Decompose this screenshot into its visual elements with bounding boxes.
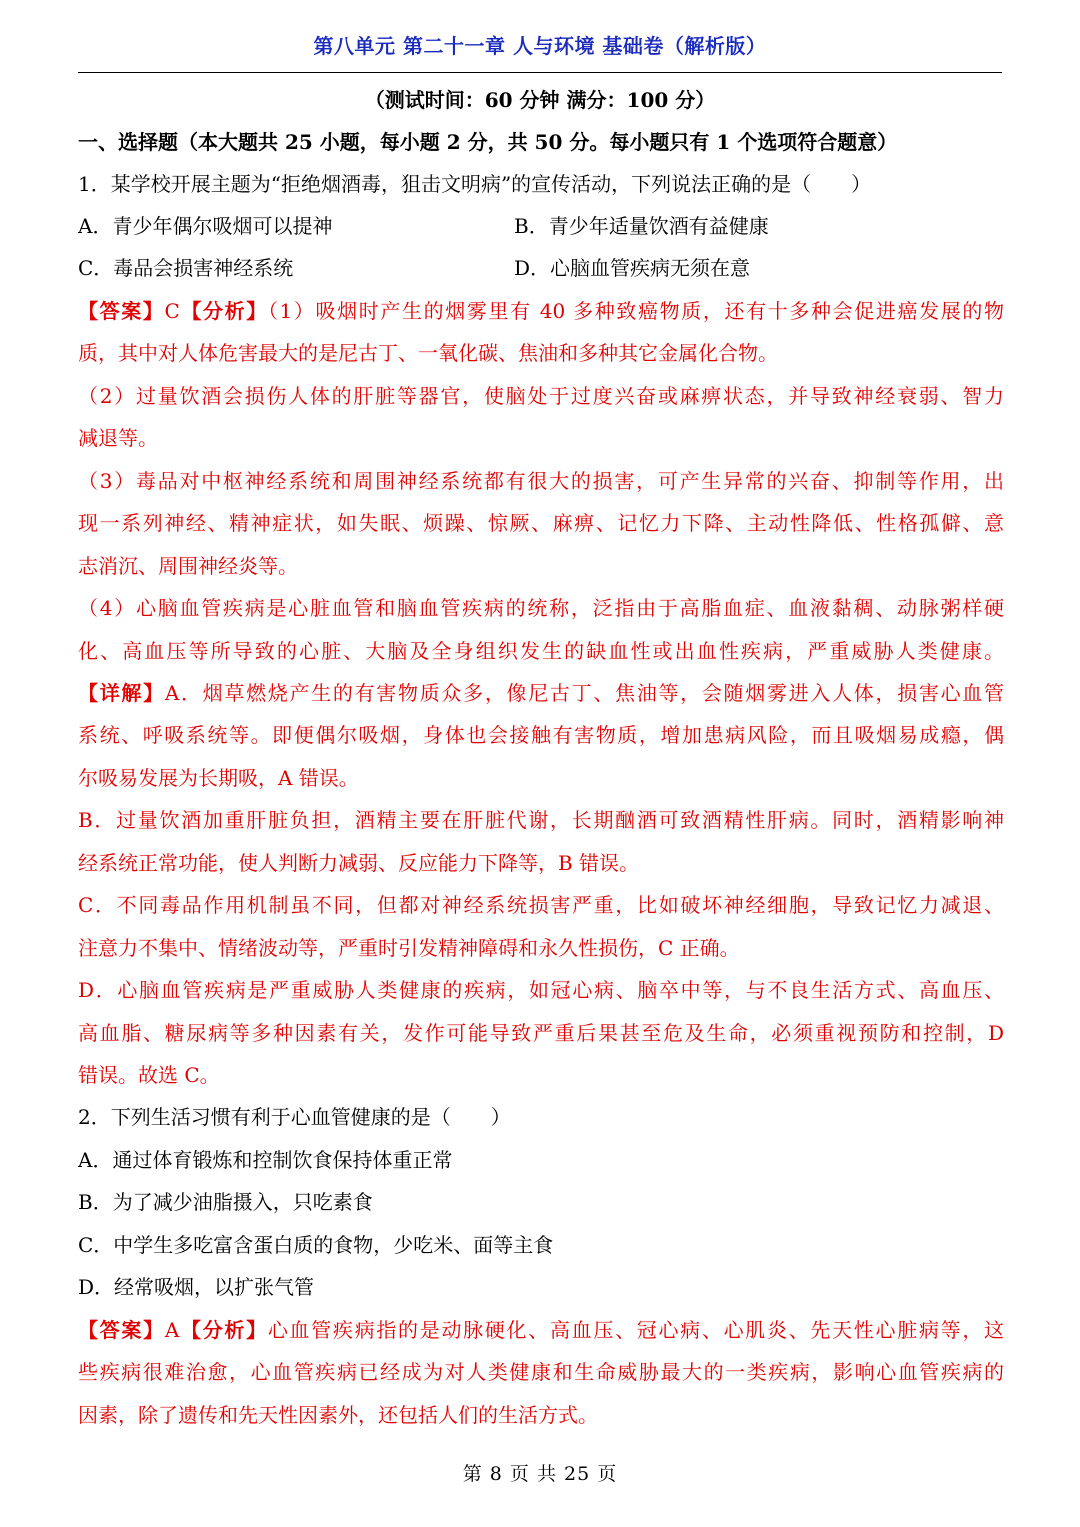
question-1-options-row-2	[78, 254, 1004, 282]
q1-detail-line: 高血脂、糖尿病等多种因素有关，发作可能导致严重后果甚至危及生命，必须重视预防和控制，D	[78, 1021, 1004, 1045]
q1-detail-line: C．不同毒品作用机制虽不同，但都对神经系统损害严重，比如破坏神经细胞，导致记忆力减退、	[78, 893, 1004, 917]
q1-analysis-line: 志消沉、周围神经炎等。	[78, 554, 298, 578]
page-number: 第 8 页 共 25 页	[462, 1463, 618, 1485]
section-heading: 一、选择题（本大题共 25 小题，每小题 2 分，共 50 分。每小题只有 1 个选项符合题意）	[78, 130, 898, 154]
document-title: 第八单元 第二十一章 人与环境 基础卷（解析版）	[313, 34, 767, 58]
exam-info: （测试时间：60 分钟 满分：100 分）	[364, 88, 716, 112]
analysis-tag: 【分析】	[179, 1318, 268, 1342]
q1-detail-line: 尔吸易发展为长期吸，A 错误。	[78, 766, 359, 790]
q1-analysis-line: 现一系列神经、精神症状，如失眠、烦躁、惊厥、麻痹、记忆力下降、主动性降低、性格孤僻、意	[78, 511, 1004, 535]
q1-detail-line: 经系统正常功能，使人判断力减弱、反应能力下降等，B 错误。	[78, 851, 640, 875]
q1-analysis-line: 减退等。	[78, 426, 158, 450]
q1-option-c: C．毒品会损害神经系统	[78, 256, 294, 280]
analysis-text: （1）吸烟时产生的烟雾里有 40 多种致癌物质，还有十多种会促进癌发展的物	[267, 299, 1005, 323]
q1-option-a: A．青少年偶尔吸烟可以提神	[78, 214, 333, 238]
q1-detail-line: 注意力不集中、情绪波动等，严重时引发精神障碍和永久性损伤，C 正确。	[78, 936, 740, 960]
q1-analysis-line: 化、高血压等所导致的心脏、大脑及全身组织发生的缺血性或出血性疾病，严重威胁人类健康。	[78, 639, 1004, 663]
q1-option-d: D．心脑血管疾病无须在意	[514, 256, 751, 280]
q2-option-d: D．经常吸烟，以扩张气管	[78, 1275, 315, 1299]
q2-option-a: A．通过体育锻炼和控制饮食保持体重正常	[78, 1148, 453, 1172]
answer-tag: 【答案】	[78, 299, 165, 323]
q1-analysis-line: （3）毒品对中枢神经系统和周围神经系统都有很大的损害，可产生异常的兴奋、抑制等作用，出	[78, 469, 1004, 493]
q1-analysis-line: （4）心脑血管疾病是心脏血管和脑血管疾病的统称，泛指由于高脂血症、血液黏稠、动脉粥样硬	[78, 596, 1004, 620]
q2-option-b: B．为了减少油脂摄入，只吃素食	[78, 1190, 373, 1214]
q2-analysis-line	[78, 1316, 1004, 1344]
q1-detail-line: 系统、呼吸系统等。即便偶尔吸烟，身体也会接触有害物质，增加患病风险，而且吸烟易成瘾，偶	[78, 723, 1004, 747]
analysis-tag: 【分析】	[179, 299, 268, 323]
question-1-stem: 1．某学校开展主题为“拒绝烟酒毒，狙击文明病”的宣传活动，下列说法正确的是（ ）	[78, 172, 872, 196]
detail-text: A．烟草燃烧产生的有害物质众多，像尼古丁、焦油等，会随烟雾进入人体，损害心血管	[164, 681, 1005, 705]
q1-detail-line	[78, 679, 1004, 707]
q1-detail-line: 错误。故选 C。	[78, 1063, 220, 1087]
q1-detail-line: D．心脑血管疾病是严重威胁人类健康的疾病，如冠心病、脑卒中等，与不良生活方式、高血压、	[78, 978, 1004, 1002]
answer-value: C	[164, 299, 180, 323]
analysis-text: 心血管疾病指的是动脉硬化、高血压、冠心病、心肌炎、先天性心脏病等，这	[267, 1318, 1005, 1342]
q2-option-c: C．中学生多吃富含蛋白质的食物，少吃米、面等主食	[78, 1233, 554, 1257]
detail-tag: 【详解】	[78, 681, 165, 705]
q1-detail-line: B．过量饮酒加重肝脏负担，酒精主要在肝脏代谢，长期酗酒可致酒精性肝病。同时，酒精影响神	[78, 808, 1004, 832]
q2-analysis-line: 些疾病很难治愈，心血管疾病已经成为对人类健康和生命威胁最大的一类疾病，影响心血管疾病的	[78, 1360, 1004, 1384]
question-2-stem: 2．下列生活习惯有利于心血管健康的是（ ）	[78, 1105, 511, 1129]
q2-analysis-line: 因素，除了遗传和先天性因素外，还包括人们的生活方式。	[78, 1403, 598, 1427]
question-1-options-row-1	[78, 212, 1004, 240]
q1-analysis-line: 质，其中对人体危害最大的是尼古丁、一氧化碳、焦油和多种其它金属化合物。	[78, 341, 778, 365]
answer-tag: 【答案】	[78, 1318, 165, 1342]
q1-analysis-line	[78, 297, 1004, 325]
q1-option-b: B．青少年适量饮酒有益健康	[514, 214, 769, 238]
q1-analysis-line: （2）过量饮酒会损伤人体的肝脏等器官，使脑处于过度兴奋或麻痹状态，并导致神经衰弱、智力	[78, 384, 1004, 408]
answer-value: A	[164, 1318, 180, 1342]
header-divider	[78, 72, 1002, 73]
